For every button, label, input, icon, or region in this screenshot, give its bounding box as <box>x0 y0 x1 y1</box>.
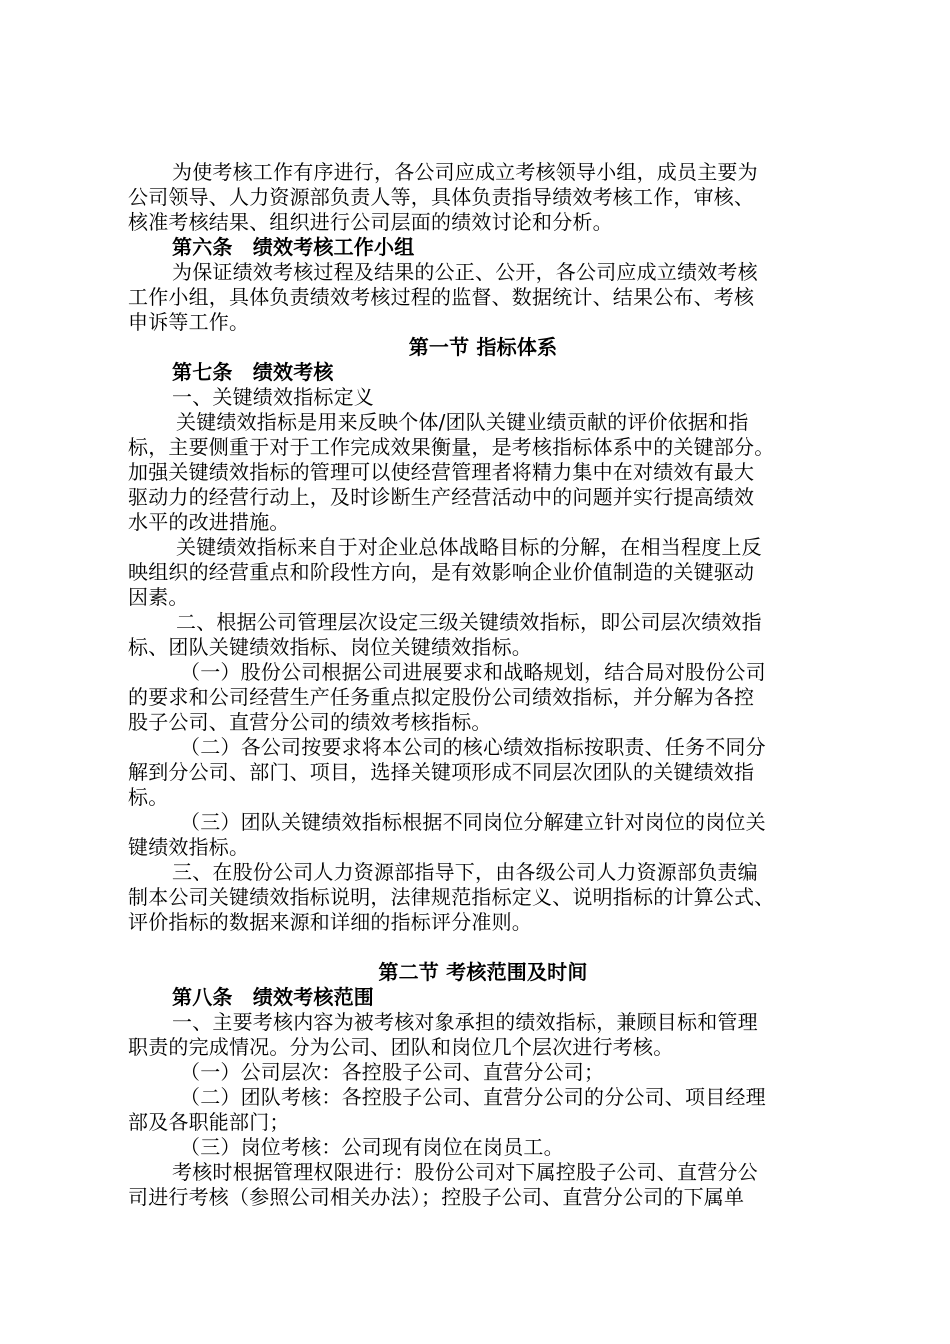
paragraph-line: （三）团队关键绩效指标根据不同岗位分解建立针对岗位的岗位关 <box>180 810 766 834</box>
paragraph-line <box>128 935 838 960</box>
paragraph-line: 关键绩效指标是用来反映个体/团队关键业绩贡献的评价依据和指 <box>176 410 749 434</box>
section-heading: 第二节 考核范围及时间 <box>378 960 588 984</box>
paragraph-line: 标、团队关键绩效指标、岗位关键绩效指标。 <box>128 635 532 659</box>
paragraph-line: （三）岗位考核：公司现有岗位在岗员工。 <box>180 1135 564 1159</box>
paragraph-line: 考核时根据管理权限进行：股份公司对下属控股子公司、直营分公 <box>172 1160 758 1184</box>
paragraph-line: 公司领导、人力资源部负责人等，具体负责指导绩效考核工作，审核、 <box>128 185 755 209</box>
paragraph-line: 驱动力的经营行动上，及时诊断生产经营活动中的问题并实行提高绩效 <box>128 485 755 509</box>
paragraph-line: 三、在股份公司人力资源部指导下，由各级公司人力资源部负责编 <box>172 860 758 884</box>
paragraph-line: 股子公司、直营分公司的绩效考核指标。 <box>128 710 492 734</box>
paragraph-line: （二）各公司按要求将本公司的核心绩效指标按职责、任务不同分 <box>180 735 766 759</box>
paragraph-line: 职责的完成情况。分为公司、团队和岗位几个层次进行考核。 <box>128 1035 674 1059</box>
paragraph-line: 加强关键绩效指标的管理可以使经营管理者将精力集中在对绩效有最大 <box>128 460 755 484</box>
paragraph-line: 评价指标的数据来源和详细的指标评分准则。 <box>128 910 532 934</box>
paragraph-line: （二）团队考核：各控股子公司、直营分公司的分公司、项目经理 <box>180 1085 766 1109</box>
paragraph-line: 键绩效指标。 <box>128 835 250 859</box>
paragraph-line: 申诉等工作。 <box>128 310 250 334</box>
article-heading: 第七条 绩效考核 <box>172 360 334 384</box>
paragraph-line: 标。 <box>128 785 169 809</box>
paragraph-line: 一、关键绩效指标定义 <box>172 385 374 409</box>
paragraph-line: 核准考核结果、组织进行公司层面的绩效讨论和分析。 <box>128 210 613 234</box>
paragraph-line: 解到分公司、部门、项目，选择关键项形成不同层次团队的关键绩效指 <box>128 760 755 784</box>
paragraph-line: 水平的改进措施。 <box>128 510 290 534</box>
document-page <box>128 160 838 1210</box>
paragraph-line: 二、根据公司管理层次设定三级关键绩效指标，即公司层次绩效指 <box>176 610 762 634</box>
article-heading: 第六条 绩效考核工作小组 <box>172 235 415 259</box>
paragraph-line: 为使考核工作有序进行，各公司应成立考核领导小组，成员主要为 <box>172 160 758 184</box>
article-heading: 第八条 绩效考核范围 <box>172 985 374 1009</box>
paragraph-line: 的要求和公司经营生产任务重点拟定股份公司绩效指标，并分解为各控 <box>128 685 755 709</box>
paragraph-line: 制本公司关键绩效指标说明，法律规范指标定义、说明指标的计算公式、 <box>128 885 775 909</box>
paragraph-line: 因素。 <box>128 585 189 609</box>
paragraph-line: （一）公司层次：各控股子公司、直营分公司； <box>180 1060 605 1084</box>
paragraph-line: 部及各职能部门； <box>128 1110 290 1134</box>
paragraph-line: 标，主要侧重于对于工作完成效果衡量，是考核指标体系中的关键部分。 <box>128 435 775 459</box>
paragraph-line: 一、主要考核内容为被考核对象承担的绩效指标，兼顾目标和管理 <box>172 1010 758 1034</box>
paragraph-line: 关键绩效指标来自于对企业总体战略目标的分解，在相当程度上反 <box>176 535 762 559</box>
paragraph-line: 司进行考核（参照公司相关办法）；控股子公司、直营分公司的下属单 <box>128 1185 745 1209</box>
paragraph-line: 为保证绩效考核过程及结果的公正、公开，各公司应成立绩效考核 <box>172 260 758 284</box>
paragraph-line: （一）股份公司根据公司进展要求和战略规划，结合局对股份公司 <box>180 660 766 684</box>
paragraph-line: 工作小组，具体负责绩效考核过程的监督、数据统计、结果公布、考核 <box>128 285 755 309</box>
paragraph-line: 映组织的经营重点和阶段性方向，是有效影响企业价值制造的关键驱动 <box>128 560 755 584</box>
section-heading: 第一节 指标体系 <box>408 335 558 359</box>
